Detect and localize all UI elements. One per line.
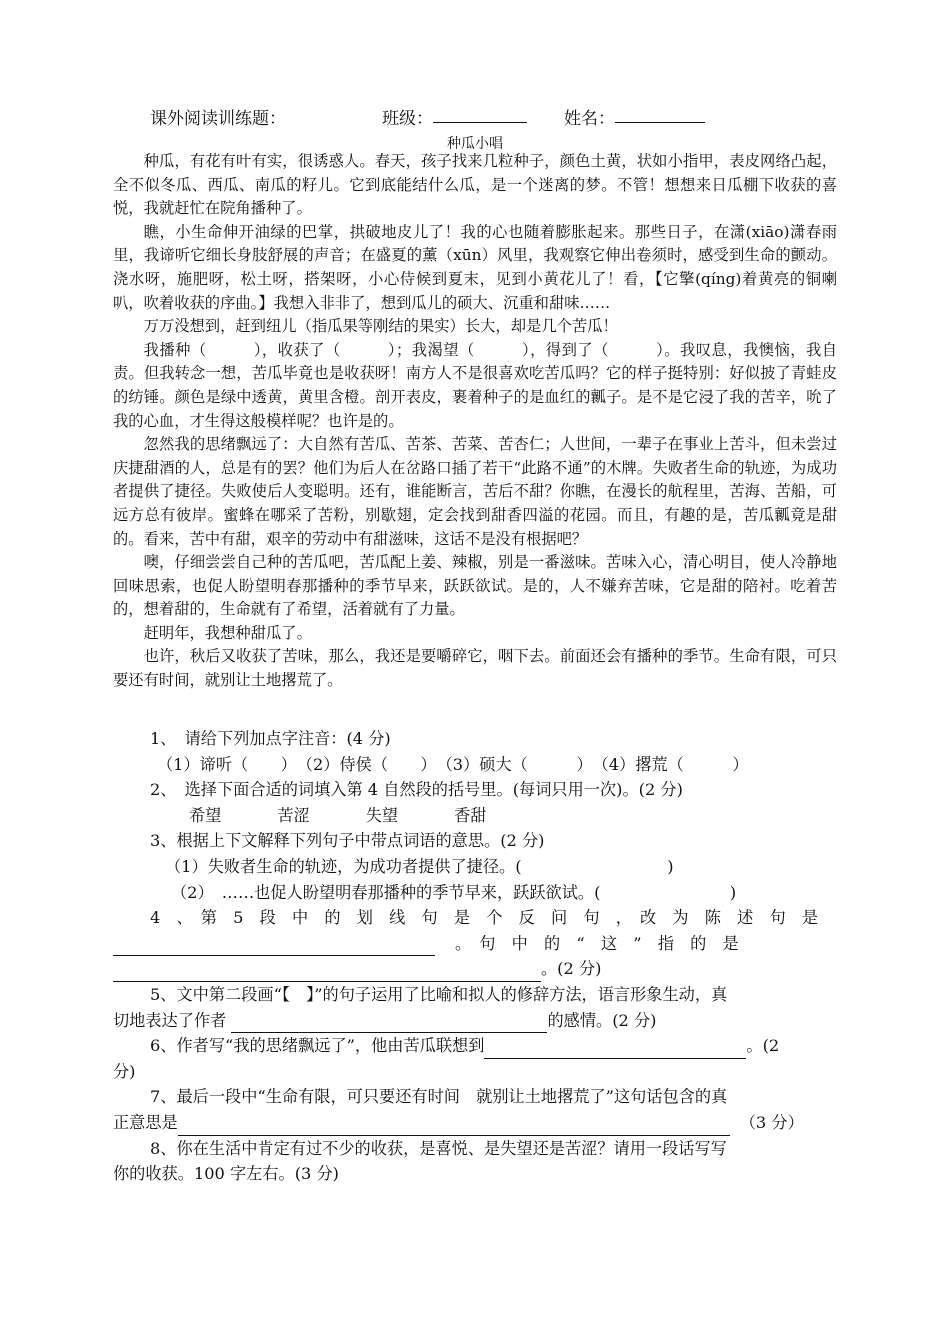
passage-title: 种瓜小唱 [447, 136, 503, 152]
answer-blank[interactable] [178, 1118, 730, 1136]
question-1-items: （1）谛听（ ） （2）侍侯（ ） （3）硕大（ ） （4）撂荒（ ） [157, 754, 749, 774]
word-option-2: 苦涩 [277, 805, 310, 825]
class-blank[interactable] [433, 104, 527, 123]
name-label [564, 104, 615, 129]
answer-blank[interactable] [484, 1041, 746, 1059]
question-4-line-3 [113, 956, 837, 982]
question-5-text-post: 的感情。(2 分) [547, 1010, 657, 1030]
worksheet-header [150, 104, 800, 130]
question-1: 1、 请给下列加点字注音：(4 分) [150, 729, 391, 748]
paragraph-1: 种瓜，有花有叶有实，很诱惑人。春天，孩子找来几粒种子，颜色土黄，状如小指甲，表皮网络凸起，全不似冬瓜、西瓜、南瓜的籽儿。它到底能结什么瓜，是一个迷离的梦。不管！想想来日瓜棚下收获的喜悦，我就赶忙在院角播种了。 [113, 152, 837, 218]
paragraph-2: 瞧，小生命伸开油绿的巴掌，拱破地皮儿了！我的心也随着膨胀起来。那些日子，在潇(xiāo)潇春雨里，我谛听它细长身肢舒展的声音；在盛夏的薰（xūn）风里，我观察它伸出卷须时，感受到生命的颤动。浇水呀，施肥呀，松土呀，搭架呀，小心侍候到夏末，见到小黄花儿了！看，【它擎(qíng)着黄亮的铜喇叭，吹着收获的序曲。】我想入非非了，想到瓜儿的硕大、沉重和甜味…… [113, 222, 837, 312]
paragraph-8: 也许，秋后又收获了苦味，那么，我还是要嚼碎它，咽下去。前面还会有播种的季节。生命有限，可只要还有时间，就别让土地撂荒了。 [113, 647, 837, 690]
name-label-text: 姓名： [564, 109, 615, 129]
paragraph-5: 忽然我的思绪飘远了：大自然有苦瓜、苦茶、苦菜、苦杏仁；人世间，一辈子在事业上苦斗，但未尝过庆捷甜酒的人，总是有的罢？他们为后人在岔路口插了若干“此路不通”的木牌。失败者生命的轨迹，为成功者提供了捷径。失败使后人变聪明。还有，谁能断言，苦后不甜？你瞧，在漫长的航程里，苦海、苦船，可远方总有彼岸。蜜蜂在哪采了苦粉，别歇翅，定会找到甜香四溢的花园。而且，有趣的是，苦瓜瓤竟是甜的。看来，苦中有甜，艰辛的劳动中有甜滋味，这话不是没有根据吧？ [113, 435, 837, 548]
word-option-4: 香甜 [454, 805, 487, 825]
paragraph-6: 噢，仔细尝尝自己种的苦瓜吧，苦瓜配上姜、辣椒，别是一番滋味。苦味入心，清心明目，使人冷静地回味思索，也促人盼望明春那播种的季节早来，跃跃欲试。是的，人不嫌弃苦味，它是甜的陪衬。吃着苦的，想着甜的，生命就有了希望，活着就有了力量。 [113, 553, 837, 619]
word-option-3: 失望 [365, 805, 399, 825]
name-blank[interactable] [615, 104, 705, 123]
question-3-1: （1）失败者生命的轨迹，为成功者提供了捷径。( ) [165, 856, 674, 876]
question-5-line-2 [113, 1008, 837, 1034]
paragraph-4: 我播种（ ），收获了（ ）；我渴望（ ），得到了（ ）。我叹息，我懊恼，我自责。但我转念一想，苦瓜毕竟也是收获呀！南方人不是很喜欢吃苦瓜吗？它的样子挺特别：好似披了青蛙皮的纺锤。颜色是绿中透黄，黄里含橙。剖开表皮，裹着种子的是血红的瓤子。是不是它浸了我的苦辛，吮了我的心血，才生得这般模样呢？也许是的。 [113, 340, 837, 430]
answer-blank[interactable] [113, 964, 541, 982]
question-8-line-2: 你的收获。100 字左右。(3 分) [113, 1164, 339, 1184]
question-7-text-pre: 正意思是 [113, 1112, 178, 1132]
questions-section [113, 726, 837, 1187]
paragraph-3: 万万没想到，赶到纽儿（指瓜果等刚结的果实）长大，却是几个苦瓜！ [143, 317, 618, 336]
question-7: 7、最后一段中“生命有限，可只要还有时间 就别让土地撂荒了”这句话包含的真 [150, 1087, 728, 1107]
question-4: 4 、 第 5 段 中 的 划 线 句 是 个 反 问 句 ， 改 为 陈 述 句 是 [150, 908, 819, 928]
answer-blank[interactable] [113, 938, 435, 956]
question-6-text-pre: 6、作者写“我的思绪飘远了”，他由苦瓜联想到 [150, 1036, 485, 1056]
question-3-2: （2） ……也促人盼望明春那播种的季节早来，跃跃欲试。( ) [171, 882, 737, 902]
passage-body [113, 150, 837, 693]
question-2-words [113, 803, 837, 829]
question-4-line-2 [113, 931, 837, 957]
class-label [382, 104, 433, 129]
question-5: 5、文中第二段画“【 】”的句子运用了比喻和拟人的修辞方法，语言形象生动，真 [150, 984, 728, 1004]
class-label-text: 班级： [382, 109, 433, 129]
question-8: 8、你在生活中肯定有过不少的收获，是喜悦、是失望还是苦涩？请用一段话写写 [150, 1138, 727, 1158]
question-4-text-3: 。(2 分) [541, 959, 602, 979]
question-7-line-2 [113, 1110, 837, 1136]
question-4-text-2: 。 句 中 的 “ 这 ” 指 的 是 [455, 933, 739, 953]
answer-blank[interactable] [231, 1015, 547, 1033]
question-7-text-post: （3 分） [739, 1112, 804, 1132]
paragraph-7: 赶明年，我想种甜瓜了。 [143, 623, 312, 642]
word-option-1: 希望 [189, 805, 222, 825]
question-6 [113, 1033, 837, 1059]
question-6-text-post: 。(2 [746, 1036, 780, 1056]
question-2: 2、 选择下面合适的词填入第 4 自然段的括号里。(每词只用一次)。(2 分) [150, 780, 683, 800]
question-5-text-pre: 切地表达了作者 [113, 1010, 227, 1030]
question-3: 3、根据上下文解释下列句子中带点词语的意思。(2 分) [150, 831, 545, 851]
question-6-end: 分) [113, 1061, 136, 1081]
header-label: 课外阅读训练题： [150, 109, 286, 129]
